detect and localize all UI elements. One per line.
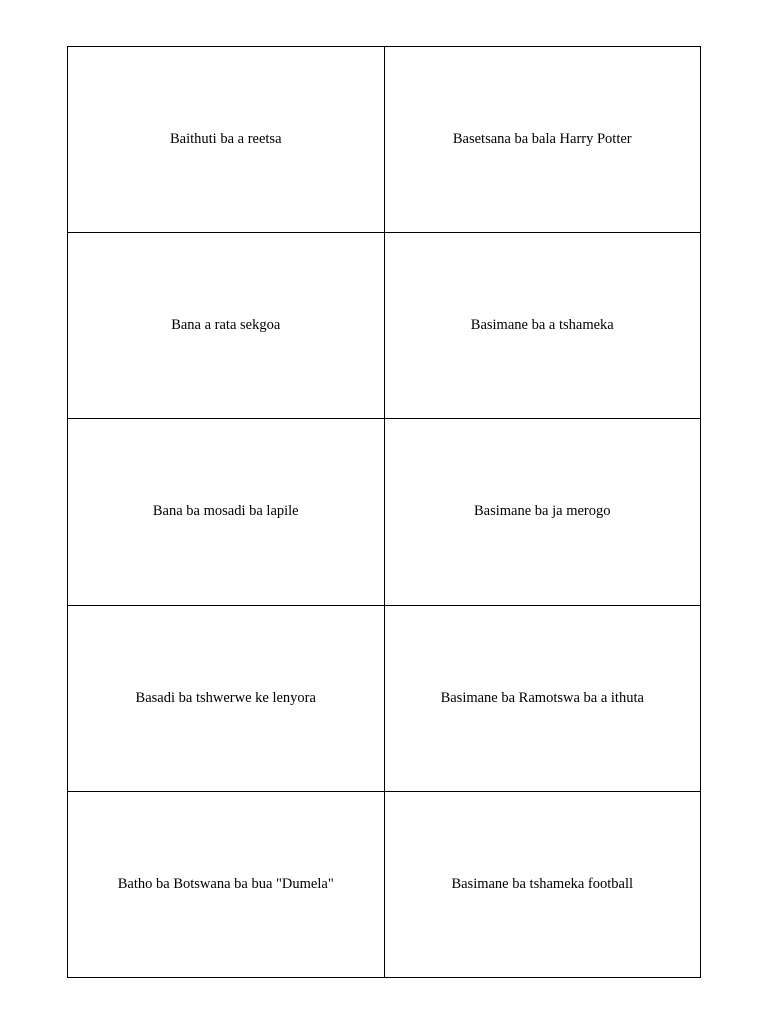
card-row xyxy=(68,791,701,977)
card-row xyxy=(68,233,701,419)
card-cell: Basimane ba Ramotswa ba a ithuta xyxy=(384,605,701,791)
card-row xyxy=(68,419,701,605)
card-cell: Bana ba mosadi ba lapile xyxy=(68,419,385,605)
card-cell: Bana a rata sekgoa xyxy=(68,233,385,419)
card-cell: Batho ba Botswana ba bua "Dumela" xyxy=(68,791,385,977)
card-grid xyxy=(67,46,701,978)
card-cell: Basadi ba tshwerwe ke lenyora xyxy=(68,605,385,791)
card-cell: Basimane ba a tshameka xyxy=(384,233,701,419)
card-row xyxy=(68,605,701,791)
card-cell: Baithuti ba a reetsa xyxy=(68,47,385,233)
card-cell: Basimane ba ja merogo xyxy=(384,419,701,605)
card-cell: Basetsana ba bala Harry Potter xyxy=(384,47,701,233)
card-cell: Basimane ba tshameka football xyxy=(384,791,701,977)
card-row xyxy=(68,47,701,233)
